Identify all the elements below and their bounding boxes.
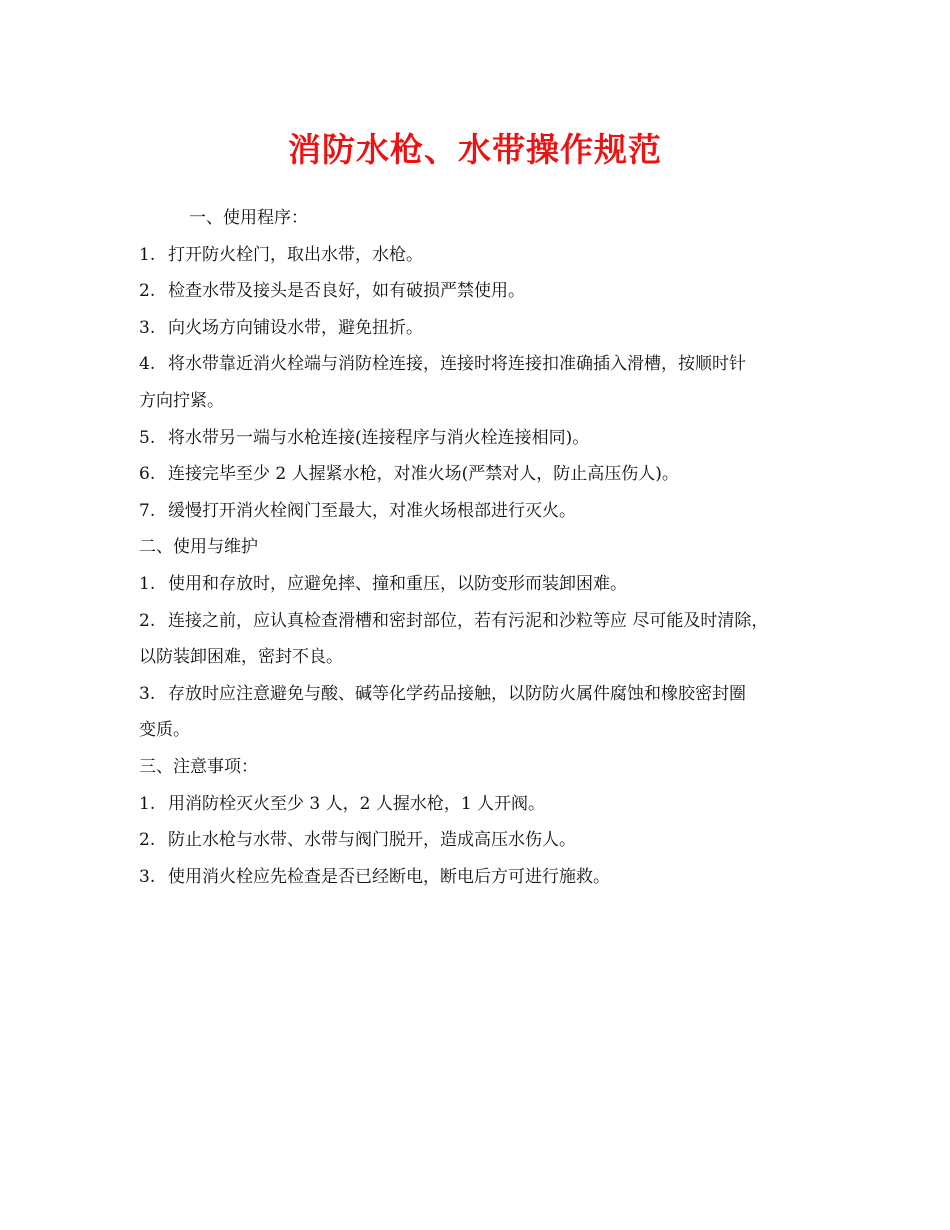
item-number: 3. <box>139 866 156 887</box>
item-text: 使用消火栓应先检查是否已经断电，断电后方可进行施救。 <box>168 866 610 887</box>
list-item <box>139 603 839 640</box>
list-item <box>139 859 839 896</box>
list-item-continuation: 方向拧紧。 <box>139 390 224 411</box>
item-number: 1. <box>139 793 156 814</box>
item-text: 防止水枪与水带、水带与阀门脱开，造成高压水伤人。 <box>168 830 576 851</box>
list-item <box>139 566 839 603</box>
item-text: 打开防火栓门，取出水带，水枪。 <box>168 244 423 265</box>
item-number: 1. <box>139 573 156 594</box>
list-item <box>139 273 839 310</box>
list-item <box>139 310 839 347</box>
item-text: 将水带另一端与水枪连接(连接程序与消火栓连接相同)。 <box>168 427 590 448</box>
item-text: 连接之前，应认真检查滑槽和密封部位，若有污泥和沙粒等应 尽可能及时清除， <box>168 610 769 631</box>
list-item-continuation: 变质。 <box>139 720 190 741</box>
list-item <box>139 346 839 383</box>
item-number: 7. <box>139 500 156 521</box>
item-text: 用消防栓灭火至少 3 人，2 人握水枪，1 人开阀。 <box>168 793 546 814</box>
list-item <box>139 456 839 493</box>
list-item <box>139 237 839 274</box>
item-text: 连接完毕至少 2 人握紧水枪，对准火场(严禁对人，防止高压伤人)。 <box>168 464 679 485</box>
item-number: 2. <box>139 610 156 631</box>
item-number: 4. <box>139 354 156 375</box>
item-text: 检查水带及接头是否良好，如有破损严禁使用。 <box>168 281 525 302</box>
item-number: 5. <box>139 427 156 448</box>
item-number: 2. <box>139 281 156 302</box>
section-heading: 二、使用与维护 <box>139 537 258 558</box>
item-text: 将水带靠近消火栓端与消防栓连接，连接时将连接扣准确插入滑槽，按顺时针 <box>168 354 746 375</box>
item-number: 3. <box>139 683 156 704</box>
section-heading: 一、使用程序： <box>189 208 308 228</box>
item-number: 6. <box>139 464 156 485</box>
list-item <box>139 786 839 823</box>
item-number: 3. <box>139 317 156 338</box>
list-item <box>139 493 839 530</box>
list-item <box>139 822 839 859</box>
item-number: 2. <box>139 830 156 851</box>
document-body <box>139 200 839 895</box>
list-item <box>139 676 839 713</box>
section-heading: 三、注意事项： <box>139 756 258 777</box>
item-text: 使用和存放时，应避免摔、撞和重压，以防变形而装卸困难。 <box>168 573 627 594</box>
item-text: 缓慢打开消火栓阀门至最大，对准火场根部进行灭火。 <box>168 500 576 521</box>
list-item-continuation: 以防装卸困难，密封不良。 <box>139 647 343 668</box>
item-text: 向火场方向铺设水带，避免扭折。 <box>168 317 423 338</box>
list-item <box>139 420 839 457</box>
document-title: 消防水枪、水带操作规范 <box>288 130 662 169</box>
item-number: 1. <box>139 244 156 265</box>
item-text: 存放时应注意避免与酸、碱等化学药品接触，以防防火属件腐蚀和橡胶密封圈 <box>168 683 746 704</box>
